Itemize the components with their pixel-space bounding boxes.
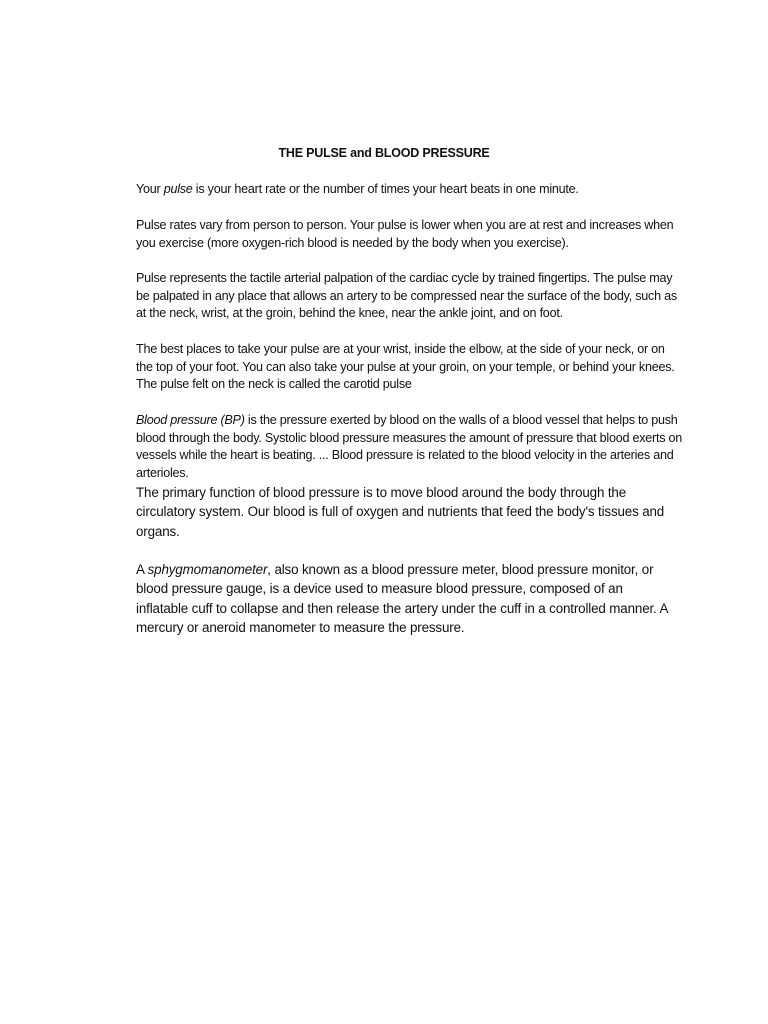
- paragraph-text: A: [136, 562, 148, 577]
- paragraph-text: , also known as a blood pressure meter, blood pressure monitor, or blood pressure gauge, is a device used to measure blood pressure, composed of an inflatable cuff to collapse and then release the artery under the cuff in a controlled manner. A mercury or aneroid manometer to measure the pressure.: [136, 562, 668, 635]
- paragraph-sphygmomanometer: [136, 560, 676, 637]
- paragraph-text: Your: [136, 182, 164, 196]
- italic-term-pulse: pulse: [163, 182, 193, 196]
- page-title: THE PULSE and BLOOD PRESSURE: [278, 146, 490, 160]
- paragraph-text: is your heart rate or the number of times your heart beats in one minute.: [192, 182, 579, 196]
- italic-term-sphygmomanometer: sphygmomanometer: [147, 562, 268, 577]
- paragraph-pulse-definition: [136, 181, 684, 199]
- paragraph-text: is the pressure exerted by blood on the walls of a blood vessel that helps to push blood through the body. Systolic blood pressure measures the amount of pressure that blood exerts on vessels while the heart is beating. ... Blood pressure is related to the blood velocity in the arteries and arterioles.: [136, 413, 683, 480]
- paragraph-blood-pressure-function: The primary function of blood pressure is to move blood around the body through the circulatory system. Our blood is full of oxygen and nutrients that feed the body's tissues and organs.: [136, 485, 665, 539]
- paragraph-pulse-rates: Pulse rates vary from person to person. Your pulse is lower when you are at rest and increases when you exercise (more oxygen-rich blood is needed by the body when you exercise).: [136, 218, 674, 250]
- italic-term-blood-pressure: Blood pressure (BP): [136, 413, 245, 427]
- paragraph-pulse-locations: The best places to take your pulse are at your wrist, inside the elbow, at the side of your neck, or on the top of your foot. You can also take your pulse at your groin, on your temple, or behind your knees. The pulse felt on the neck is called the carotid pulse: [136, 342, 675, 392]
- paragraph-blood-pressure-definition: [136, 412, 684, 482]
- paragraph-pulse-palpation: Pulse represents the tactile arterial palpation of the cardiac cycle by trained fingertips. The pulse may be palpated in any place that allows an artery to be compressed near the surface of the body, such as at the neck, wrist, at the groin, behind the knee, near the ankle joint, and on foot.: [136, 271, 677, 321]
